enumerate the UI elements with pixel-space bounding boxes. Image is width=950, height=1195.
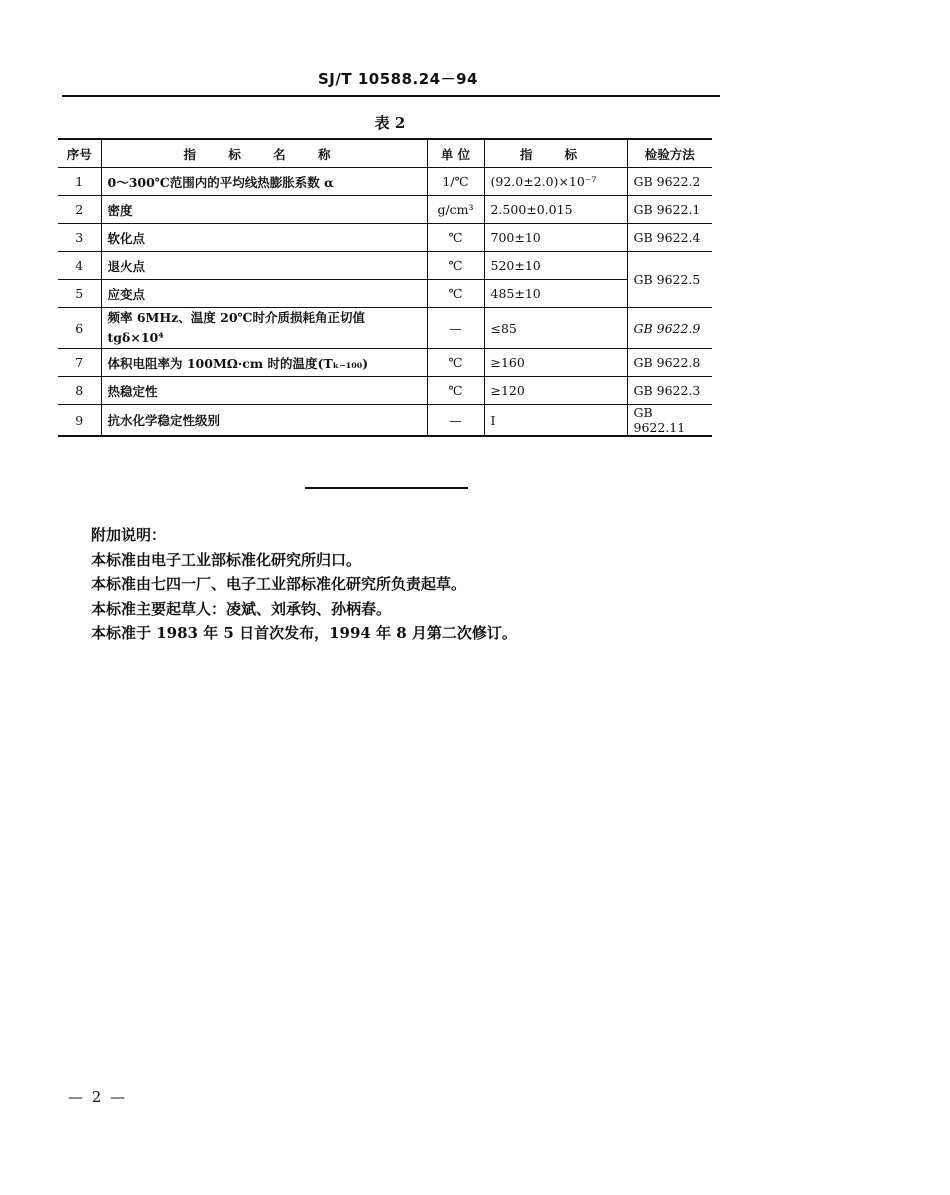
row-value: 485±10: [484, 280, 627, 308]
page-number: — 2 —: [68, 1088, 128, 1106]
row-method: GB 9622.2: [627, 168, 712, 196]
row-value: 2.500±0.015: [484, 196, 627, 224]
section-divider: [305, 487, 468, 489]
row-method: GB 9622.9: [627, 308, 712, 349]
row-method-merged: GB 9622.5: [627, 252, 712, 308]
row-name: 体积电阻率为 100MΩ·cm 时的温度(Tₖ₋₁₀₀): [101, 349, 427, 377]
row-name: 热稳定性: [101, 377, 427, 405]
col-header-name: [101, 139, 427, 168]
notes-title: 附加说明：: [91, 526, 167, 544]
row-unit: —: [427, 405, 484, 437]
row-no: 6: [58, 308, 101, 349]
row-name: 抗水化学稳定性级别: [101, 405, 427, 437]
row-name: 密度: [101, 196, 427, 224]
row-no: 2: [58, 196, 101, 224]
row-method: GB 9622.11: [627, 405, 712, 437]
row-name: 软化点: [101, 224, 427, 252]
table-header-row: [58, 139, 712, 168]
table-row: [58, 308, 712, 349]
row-value: 700±10: [484, 224, 627, 252]
table-row: [58, 405, 712, 437]
row-name: 0～300℃范围内的平均线热膨胀系数 α: [101, 168, 427, 196]
row-unit: ℃: [427, 377, 484, 405]
row-unit: 1/℃: [427, 168, 484, 196]
row-value: ≤85: [484, 308, 627, 349]
row-value: Ⅰ: [484, 405, 627, 437]
col-header-name-text: 指 标 名 称: [183, 146, 345, 162]
col-header-value: [484, 139, 627, 168]
row-method: GB 9622.3: [627, 377, 712, 405]
row-no: 9: [58, 405, 101, 437]
row-value: ≥120: [484, 377, 627, 405]
standard-code: SJ/T 10588.24－94: [318, 70, 478, 88]
row-method: GB 9622.4: [627, 224, 712, 252]
col-header-method: 检验方法: [627, 139, 712, 168]
row-method: GB 9622.1: [627, 196, 712, 224]
notes-line: 本标准于 1983 年 5 日首次发布，1994 年 8 月第二次修订。: [91, 624, 517, 642]
table-row: [58, 196, 712, 224]
col-header-no: 序号: [58, 139, 101, 168]
row-value: 520±10: [484, 252, 627, 280]
notes-line: 本标准主要起草人：凌斌、刘承钧、孙柄春。: [91, 599, 392, 618]
table-row: [58, 252, 712, 280]
row-unit: —: [427, 308, 484, 349]
table-row: [58, 377, 712, 405]
row-unit: ℃: [427, 280, 484, 308]
notes-line: 本标准由电子工业部标准化研究所归口。: [91, 550, 362, 569]
col-header-unit: 单 位: [427, 139, 484, 168]
notes-line: 本标准由七四一厂、电子工业部标准化研究所负责起草。: [91, 575, 467, 593]
row-unit: ℃: [427, 252, 484, 280]
row-name: 退火点: [101, 252, 427, 280]
table-row: [58, 280, 712, 308]
row-no: 8: [58, 377, 101, 405]
col-header-value-text: 指 标: [519, 146, 592, 162]
row-name-line1: 频率 6MHz、温度 20℃时介质损耗角正切值: [107, 310, 366, 325]
row-no: 3: [58, 224, 101, 252]
row-no: 4: [58, 252, 101, 280]
row-name: 应变点: [101, 280, 427, 308]
row-unit: ℃: [427, 349, 484, 377]
spec-table: [58, 138, 712, 437]
row-method: GB 9622.8: [627, 349, 712, 377]
table-row: [58, 168, 712, 196]
table-caption: 表 2: [374, 114, 406, 132]
table-row: [58, 349, 712, 377]
table-row: [58, 224, 712, 252]
additional-notes: [91, 523, 517, 646]
row-value: ≥160: [484, 349, 627, 377]
header-divider: [62, 95, 720, 97]
row-unit: g/cm³: [427, 196, 484, 224]
row-name-line2: tgδ×10⁴: [107, 330, 164, 345]
row-name: [101, 308, 427, 349]
row-unit: ℃: [427, 224, 484, 252]
row-no: 7: [58, 349, 101, 377]
row-value: (92.0±2.0)×10⁻⁷: [484, 168, 627, 196]
row-no: 1: [58, 168, 101, 196]
row-no: 5: [58, 280, 101, 308]
